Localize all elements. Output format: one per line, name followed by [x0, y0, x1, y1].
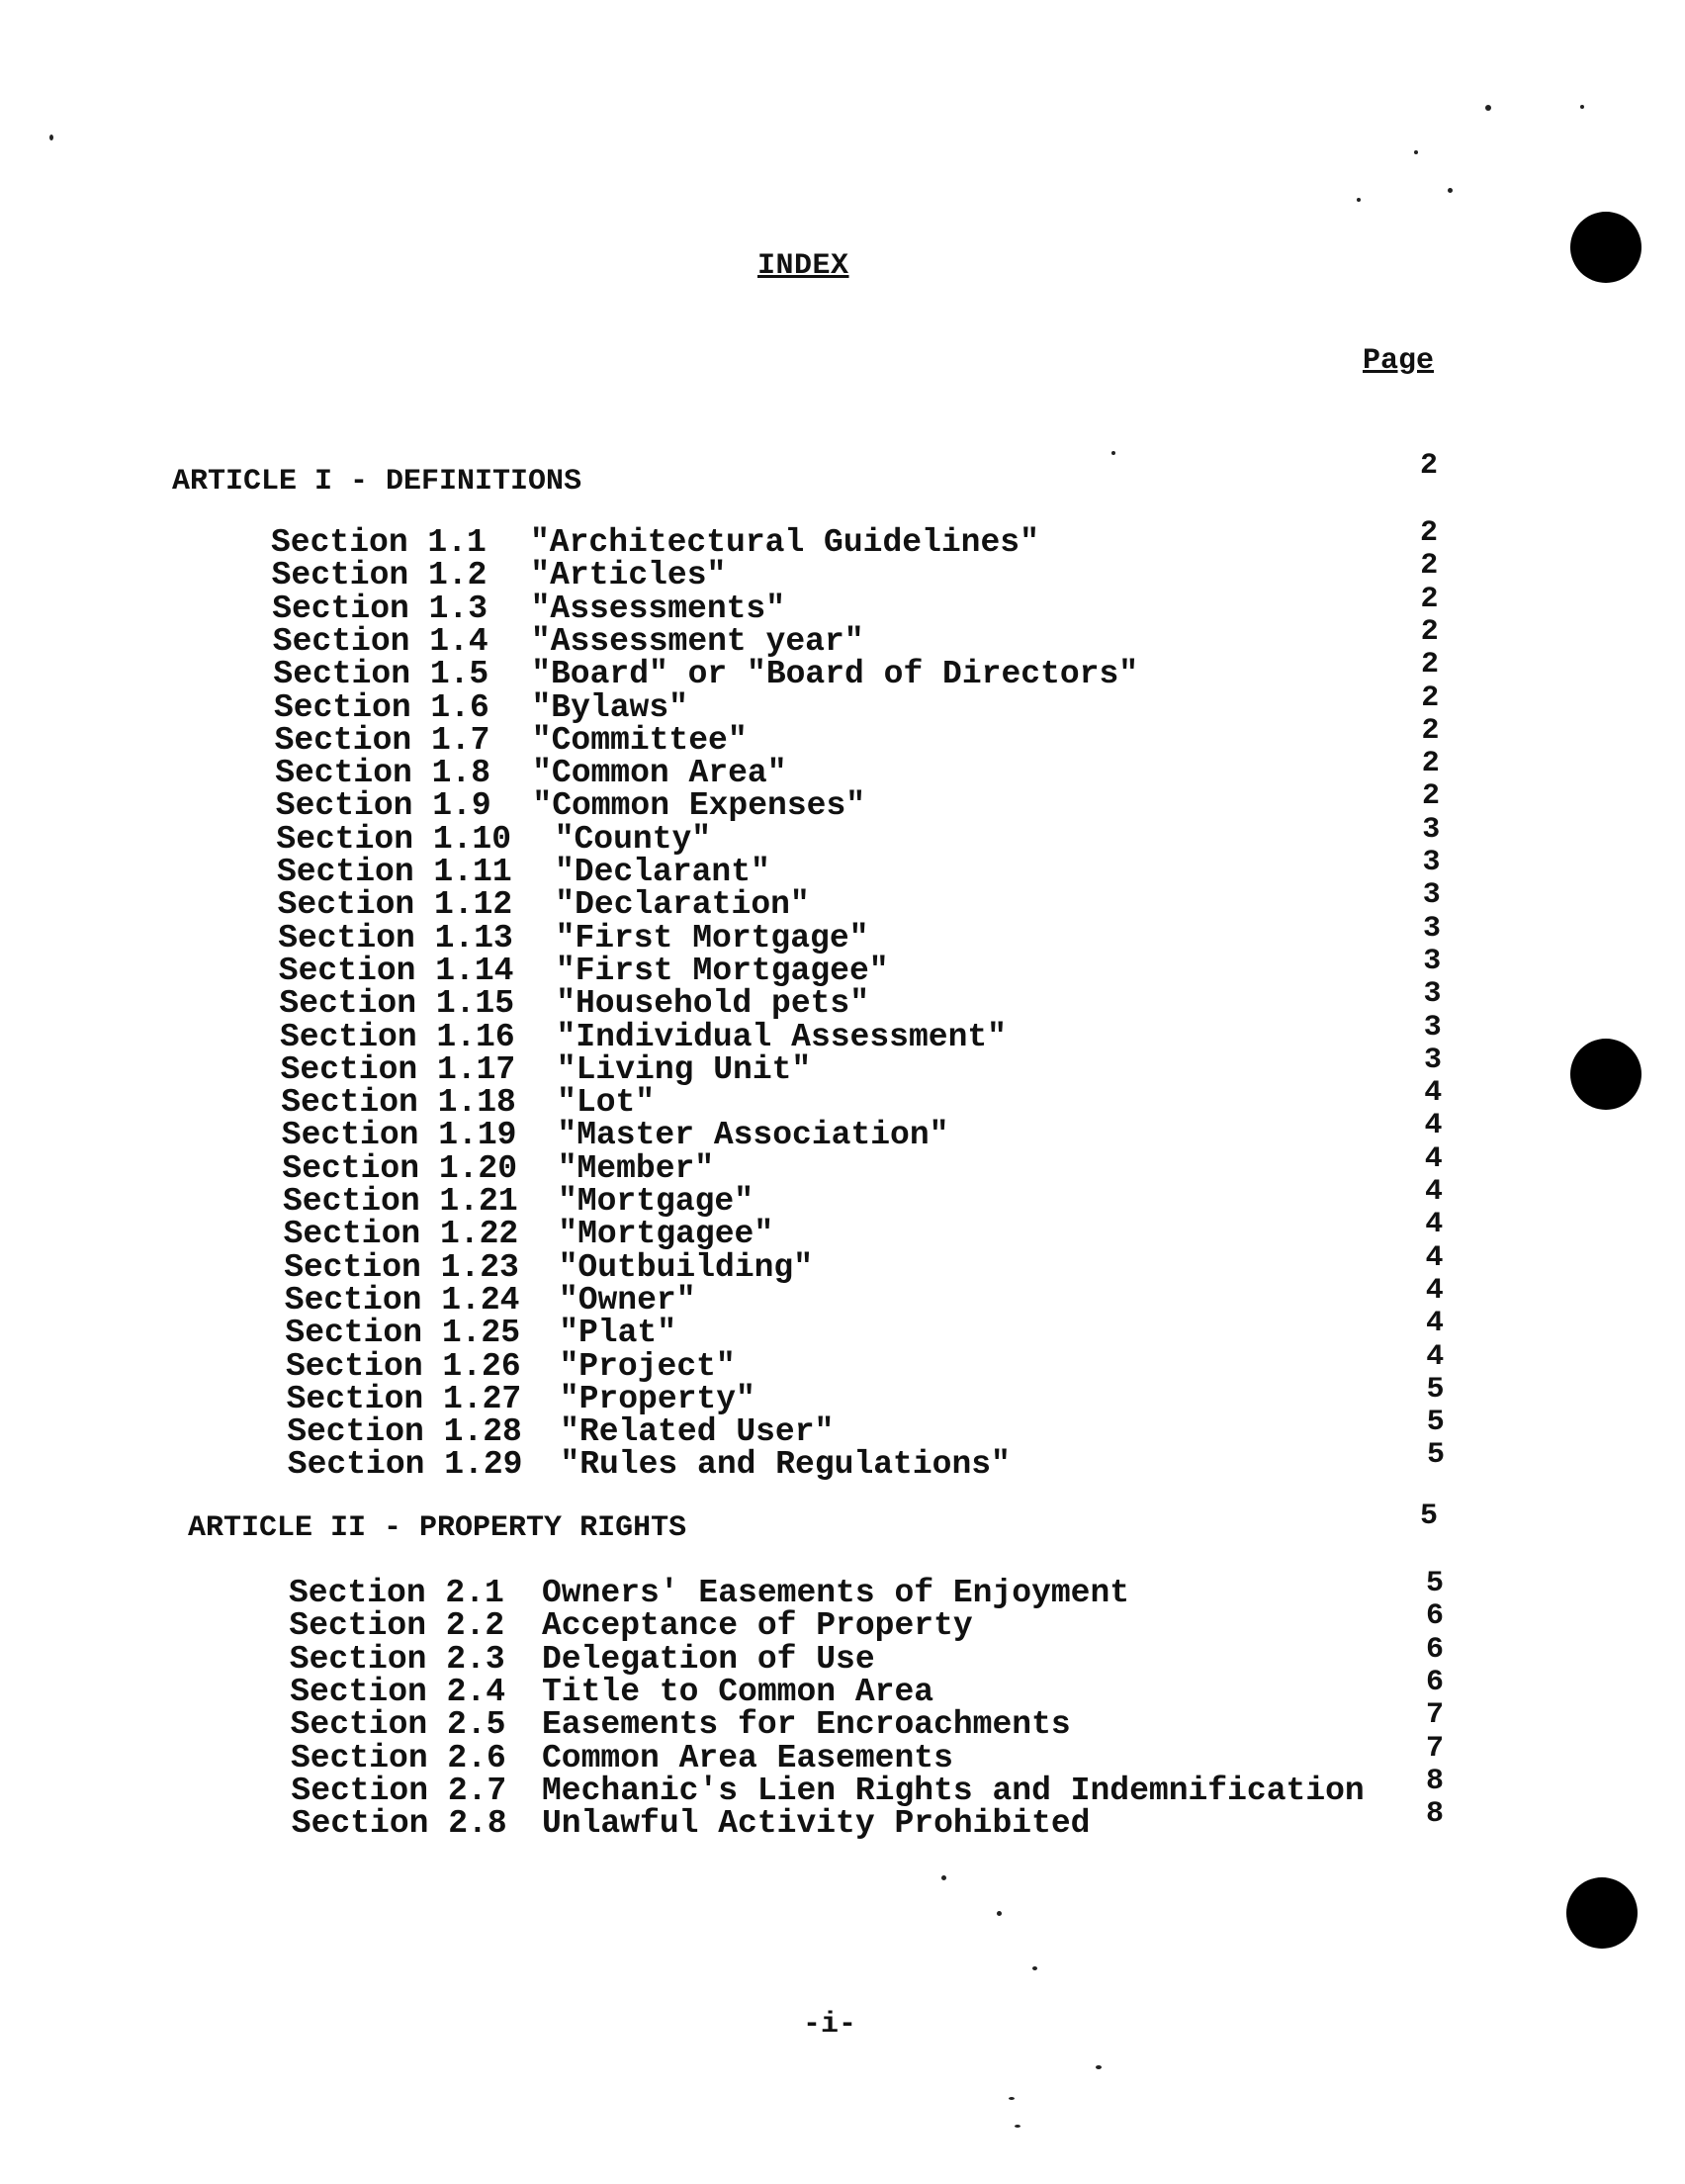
- scan-speck: [1032, 1966, 1037, 1970]
- section-row: [0, 1438, 1685, 1483]
- section-row: [0, 1797, 1685, 1842]
- section-number: Section 1.28: [287, 1413, 522, 1450]
- punch-hole: [1570, 1039, 1641, 1110]
- section-number: Section 1.8: [275, 755, 491, 791]
- section-term: "First Mortgagee": [555, 953, 889, 989]
- section-term: Acceptance of Property: [542, 1607, 973, 1644]
- section-number: Section 1.23: [284, 1249, 519, 1286]
- section-page-number: 6: [1426, 1633, 1445, 1667]
- section-term: "Rules and Regulations": [560, 1446, 1011, 1483]
- scan-speck: [1111, 451, 1115, 455]
- punch-hole: [1570, 212, 1641, 283]
- section-page-number: 7: [1426, 1698, 1445, 1732]
- section-number: Section 1.27: [286, 1381, 522, 1417]
- section-term: "Common Area": [532, 755, 787, 791]
- section-page-number: 2: [1420, 615, 1439, 649]
- section-term: Mechanic's Lien Rights and Indemnification: [542, 1773, 1365, 1809]
- section-page-number: 3: [1422, 878, 1441, 912]
- section-page-number: 3: [1422, 813, 1441, 847]
- section-number: Section 1.22: [283, 1216, 519, 1252]
- section-term: "Articles": [530, 557, 727, 593]
- section-page-number: 4: [1426, 1340, 1445, 1374]
- section-term: "Plat": [559, 1315, 677, 1351]
- section-page-number: 4: [1425, 1175, 1444, 1209]
- section-term: "Outbuilding": [558, 1249, 814, 1286]
- scan-speck: [1009, 2097, 1015, 2100]
- scan-speck: [1485, 105, 1491, 111]
- section-term: Owners' Easements of Enjoyment: [542, 1575, 1130, 1611]
- scan-speck: [1448, 188, 1453, 193]
- section-term: "Property": [559, 1381, 755, 1417]
- section-page-number: 5: [1426, 1373, 1445, 1407]
- section-term: "Assessments": [530, 591, 786, 627]
- section-term: "Assessment year": [530, 623, 864, 660]
- section-page-number: 5: [1427, 1438, 1446, 1472]
- section-number: Section 2.4: [290, 1674, 506, 1710]
- section-number: Section 1.15: [279, 985, 515, 1022]
- section-term: "Master Association": [557, 1117, 949, 1153]
- section-page-number: 4: [1424, 1109, 1443, 1142]
- section-number: Section 1.13: [278, 920, 513, 956]
- section-term: "First Mortgage": [555, 920, 869, 956]
- section-page-number: 3: [1423, 1011, 1442, 1045]
- scan-speck: [49, 135, 53, 140]
- section-page-number: 2: [1420, 516, 1439, 550]
- section-number: Section 1.9: [275, 787, 491, 824]
- section-term: "Individual Assessment": [556, 1019, 1007, 1055]
- section-term: Easements for Encroachments: [542, 1706, 1071, 1743]
- section-number: Section 1.19: [281, 1117, 517, 1153]
- section-number: Section 1.5: [273, 656, 489, 692]
- scan-speck: [941, 1875, 946, 1880]
- section-number: Section 1.16: [280, 1019, 515, 1055]
- section-number: Section 1.14: [278, 953, 514, 989]
- section-page-number: 2: [1420, 549, 1439, 583]
- scan-speck: [1015, 2125, 1020, 2128]
- section-number: Section 1.2: [271, 557, 488, 593]
- section-number: Section 1.4: [272, 623, 488, 660]
- section-page-number: 2: [1421, 648, 1440, 682]
- section-number: Section 1.25: [285, 1315, 521, 1351]
- scan-speck: [1096, 2065, 1102, 2069]
- section-page-number: 2: [1421, 747, 1440, 780]
- section-term: "Declaration": [555, 886, 810, 923]
- section-number: Section 2.2: [289, 1607, 505, 1644]
- article-title: ARTICLE II - PROPERTY RIGHTS: [188, 1511, 687, 1545]
- section-term: Unlawful Activity Prohibited: [542, 1805, 1091, 1842]
- section-page-number: 2: [1422, 779, 1441, 813]
- section-number: Section 2.8: [291, 1805, 507, 1842]
- section-page-number: 5: [1426, 1406, 1445, 1439]
- section-term: "Member": [557, 1150, 715, 1187]
- section-term: "Committee": [531, 722, 748, 759]
- section-page-number: 2: [1420, 583, 1439, 616]
- section-number: Section 2.7: [291, 1773, 507, 1809]
- scan-speck: [1580, 105, 1584, 109]
- footer-page-number: -i-: [803, 2008, 857, 2042]
- section-page-number: 5: [1426, 1567, 1445, 1600]
- section-term: "Mortgage": [558, 1183, 754, 1220]
- section-number: Section 1.1: [271, 524, 487, 561]
- page-column-heading: Page: [1363, 344, 1435, 378]
- section-page-number: 7: [1426, 1732, 1445, 1766]
- section-term: "Common Expenses": [532, 787, 866, 824]
- section-page-number: 6: [1426, 1666, 1445, 1699]
- section-page-number: 4: [1425, 1274, 1444, 1308]
- section-number: Section 1.3: [272, 591, 488, 627]
- section-term: "Project": [559, 1348, 736, 1385]
- punch-hole: [1566, 1877, 1638, 1949]
- section-number: Section 2.6: [291, 1740, 506, 1776]
- section-term: "Board" or "Board of Directors": [531, 656, 1139, 692]
- section-number: Section 1.20: [282, 1150, 518, 1187]
- section-number: Section 1.6: [274, 689, 489, 726]
- section-term: "Living Unit": [556, 1051, 812, 1088]
- section-page-number: 4: [1426, 1307, 1445, 1340]
- section-number: Section 1.21: [283, 1183, 518, 1220]
- section-term: "Bylaws": [531, 689, 688, 726]
- section-number: Section 2.3: [289, 1641, 505, 1678]
- section-number: Section 1.10: [276, 821, 512, 858]
- section-page-number: 4: [1424, 1076, 1443, 1110]
- section-page-number: 2: [1421, 714, 1440, 748]
- section-term: "County": [554, 821, 712, 858]
- section-page-number: 3: [1423, 977, 1442, 1011]
- section-number: Section 1.29: [287, 1446, 523, 1483]
- section-page-number: 3: [1422, 846, 1441, 879]
- section-term: Delegation of Use: [542, 1641, 875, 1678]
- scan-speck: [997, 1911, 1002, 1916]
- article-page-number: 5: [1420, 1500, 1439, 1533]
- section-number: Section 1.26: [286, 1348, 521, 1385]
- section-term: "Owner": [558, 1282, 696, 1319]
- article-title: ARTICLE I - DEFINITIONS: [172, 465, 582, 499]
- section-page-number: 4: [1425, 1241, 1444, 1275]
- section-term: Common Area Easements: [542, 1740, 953, 1776]
- section-page-number: 6: [1426, 1599, 1445, 1633]
- section-term: "Mortgagee": [558, 1216, 774, 1252]
- section-page-number: 3: [1423, 945, 1442, 978]
- article-page-number: 2: [1420, 449, 1439, 483]
- section-number: Section 1.11: [277, 854, 512, 890]
- section-page-number: 4: [1424, 1142, 1443, 1176]
- section-page-number: 4: [1425, 1208, 1444, 1241]
- section-number: Section 1.17: [280, 1051, 516, 1088]
- section-term: "Declarant": [555, 854, 770, 890]
- section-term: "Lot": [557, 1084, 656, 1121]
- section-number: Section 2.5: [290, 1706, 506, 1743]
- scan-speck: [1357, 198, 1361, 202]
- article-row: [0, 1500, 1685, 1547]
- section-number: Section 1.18: [281, 1084, 516, 1121]
- section-term: "Architectural Guidelines": [530, 524, 1039, 561]
- section-page-number: 8: [1426, 1797, 1445, 1831]
- section-term: "Related User": [560, 1413, 835, 1450]
- section-number: Section 1.24: [284, 1282, 520, 1319]
- section-page-number: 2: [1421, 682, 1440, 715]
- index-title: INDEX: [757, 249, 849, 283]
- section-page-number: 3: [1423, 912, 1442, 946]
- section-page-number: 3: [1424, 1044, 1443, 1077]
- section-number: Section 1.12: [277, 886, 513, 923]
- article-row: [0, 449, 1685, 500]
- section-term: "Household pets": [556, 985, 870, 1022]
- section-page-number: 8: [1426, 1765, 1445, 1798]
- section-number: Section 1.7: [274, 722, 490, 759]
- section-number: Section 2.1: [289, 1575, 504, 1611]
- section-term: Title to Common Area: [542, 1674, 934, 1710]
- scan-speck: [1414, 150, 1418, 154]
